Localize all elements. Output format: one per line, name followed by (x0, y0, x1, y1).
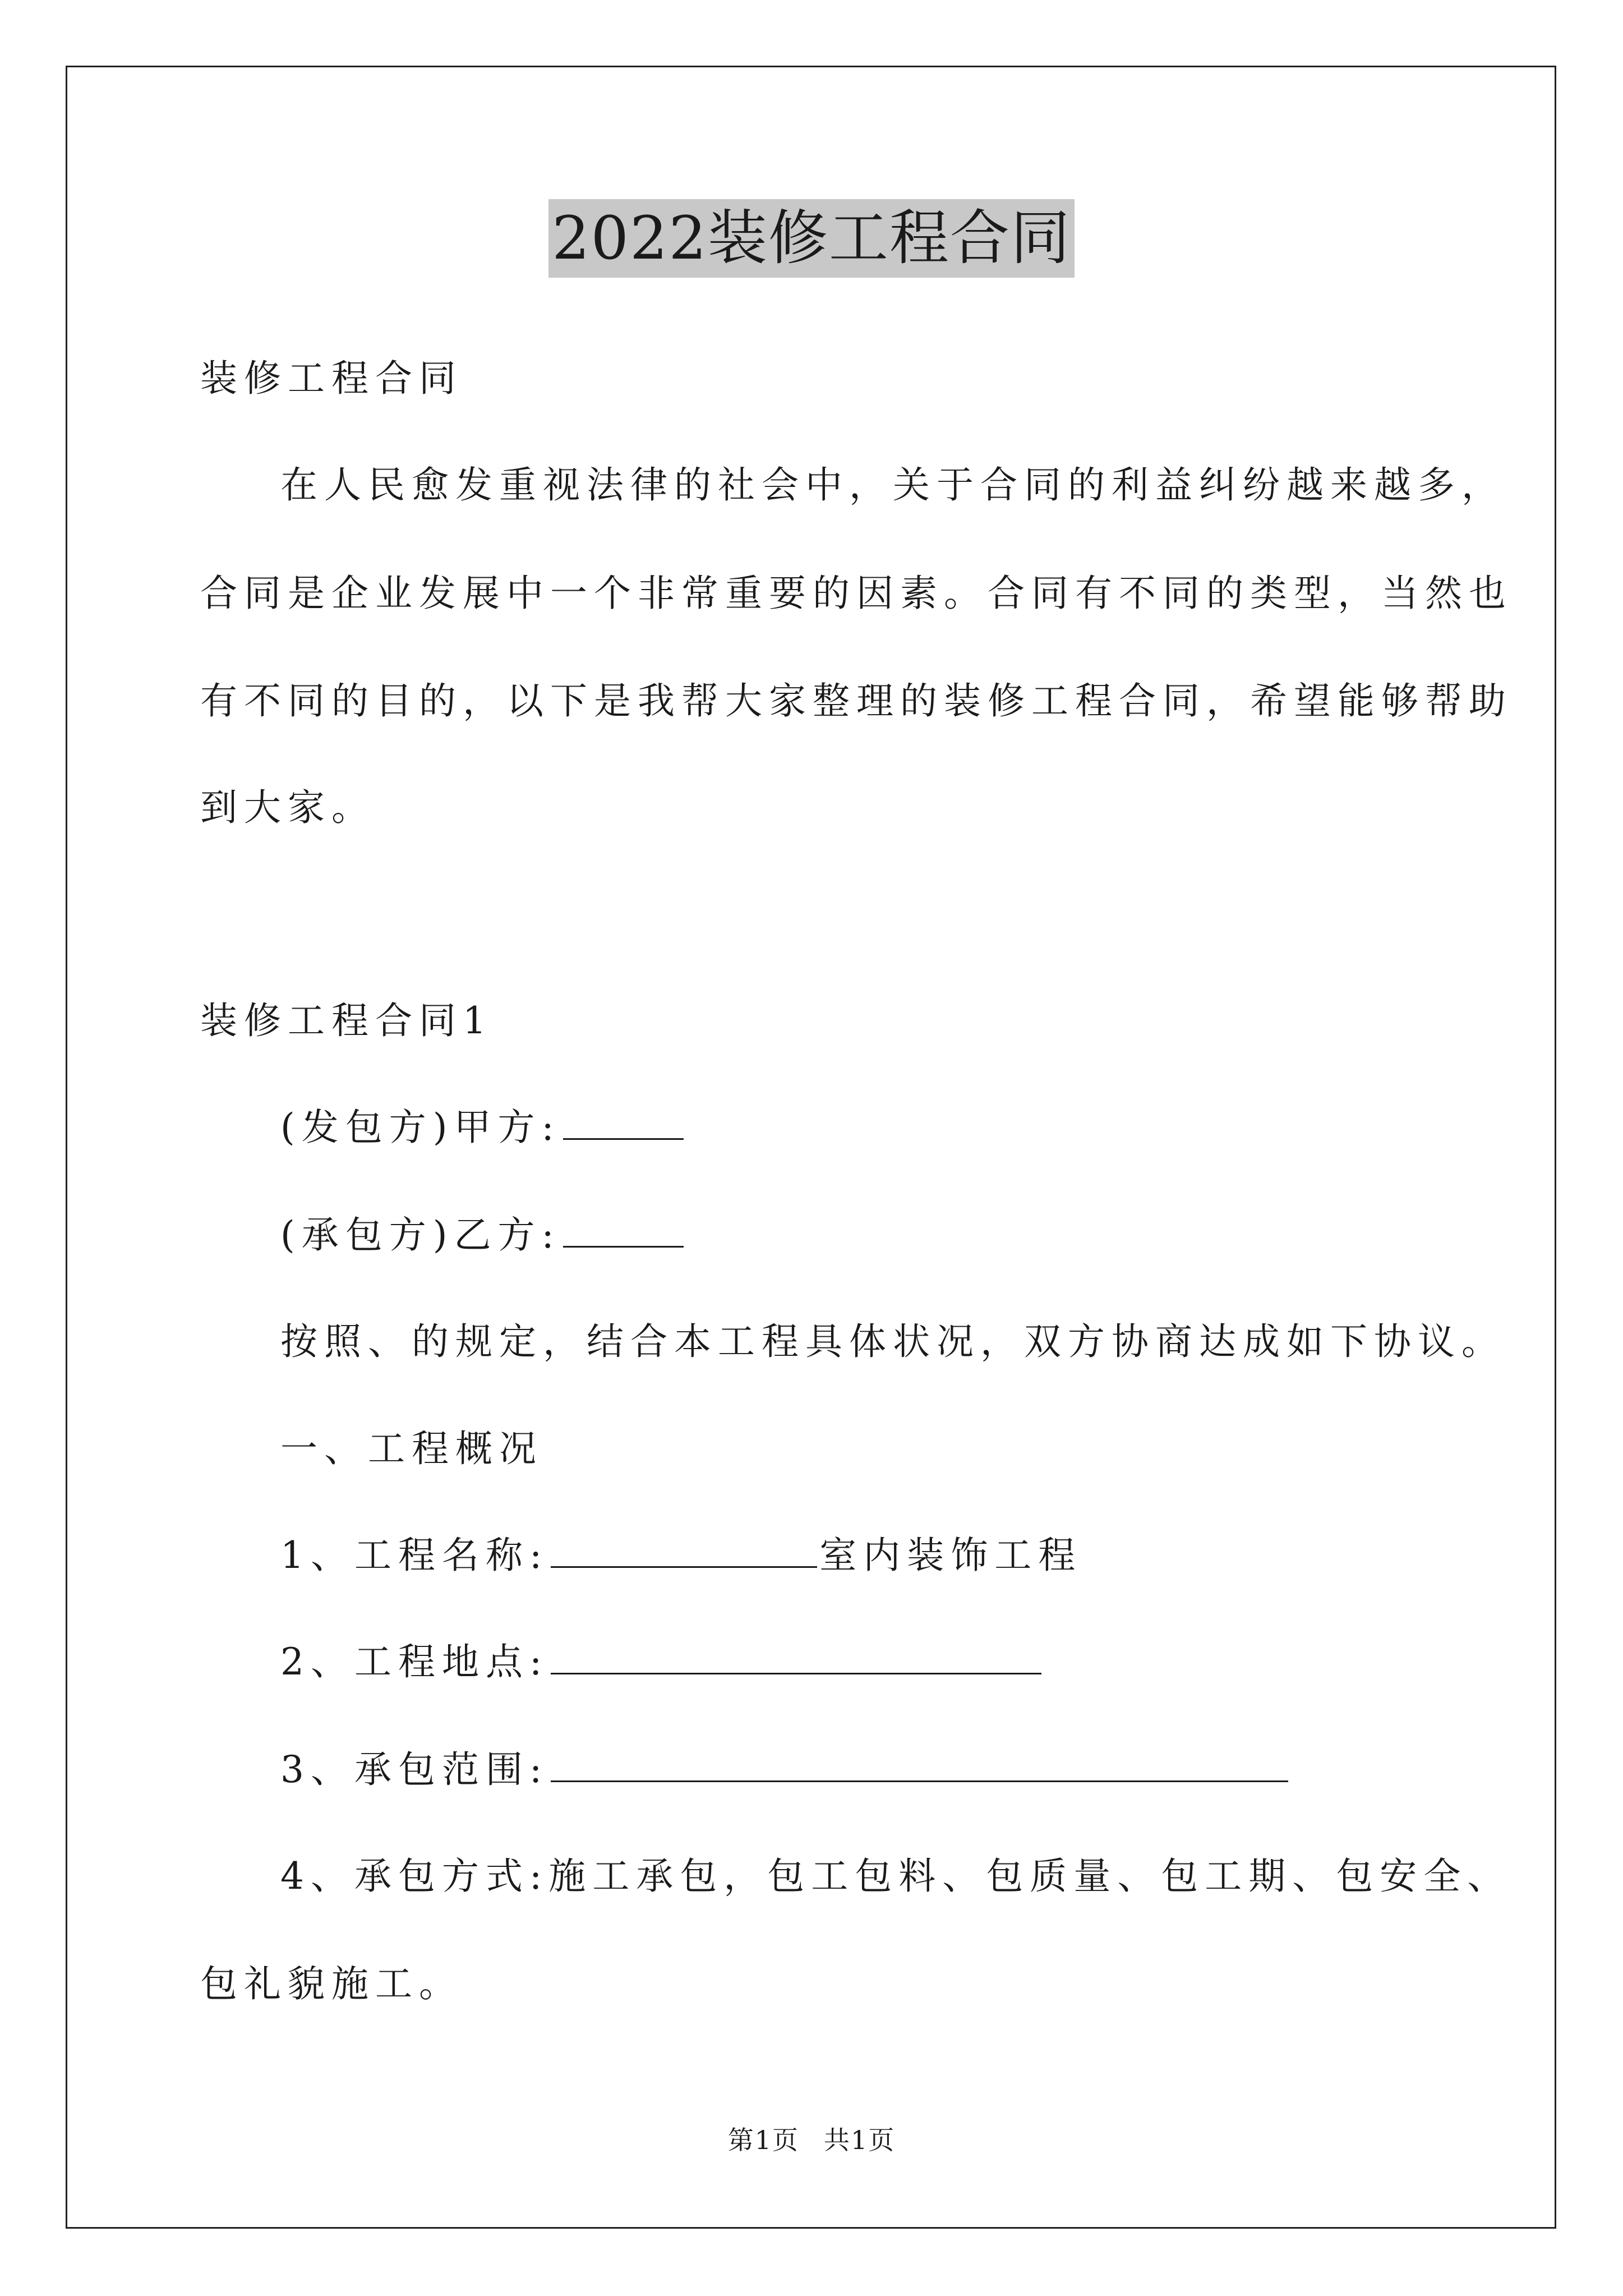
item-1-suffix: 室内装饰工程 (819, 1534, 1082, 1577)
item-3-label: 3、承包范围: (280, 1748, 549, 1791)
item-2-label: 2、工程地点: (280, 1640, 549, 1683)
item-3-blank (551, 1746, 1288, 1782)
overview-heading: 一、工程概况 (280, 1427, 543, 1470)
title-container (0, 199, 1623, 278)
party-b-blank (563, 1211, 684, 1248)
item-2-blank (551, 1638, 1041, 1674)
section-heading: 装修工程合同1 (200, 999, 493, 1042)
party-b-row (280, 1210, 686, 1260)
intro-line-3: 有不同的目的，以下是我帮大家整理的装修工程合同，希望能够帮助 (200, 679, 1513, 723)
page-number: 第1页 (727, 2125, 799, 2155)
intro-line-4: 到大家。 (200, 786, 375, 829)
item-2-row (280, 1637, 1044, 1687)
intro-line-2: 合同是企业发展中一个非常重要的因素。合同有不同的类型，当然也 (200, 572, 1513, 615)
intro-line-1: 在人民愈发重视法律的社会中，关于合同的利益纠纷越来越多， (280, 463, 1505, 507)
party-b-label: (承包方)乙方: (280, 1213, 561, 1257)
basis-paragraph: 按照、的规定，结合本工程具体状况，双方协商达成如下协议。 (280, 1320, 1505, 1363)
item-1-row (280, 1530, 1082, 1581)
page-footer (0, 2123, 1623, 2157)
subtitle: 装修工程合同 (200, 357, 463, 400)
party-a-row (280, 1102, 686, 1153)
document-title: 2022装修工程合同 (548, 199, 1075, 278)
item-1-label: 1、工程名称: (280, 1534, 549, 1577)
item-4-line-2: 包礼貌施工。 (200, 1962, 463, 2005)
item-3-row (280, 1745, 1290, 1795)
item-4-line-1: 4、承包方式:施工承包，包工包料、包质量、包工期、包安全、 (280, 1855, 1511, 1898)
party-a-label: (发包方)甲方: (280, 1106, 561, 1149)
party-a-blank (563, 1103, 684, 1140)
item-1-blank (551, 1531, 817, 1568)
page-total: 共1页 (824, 2125, 896, 2155)
